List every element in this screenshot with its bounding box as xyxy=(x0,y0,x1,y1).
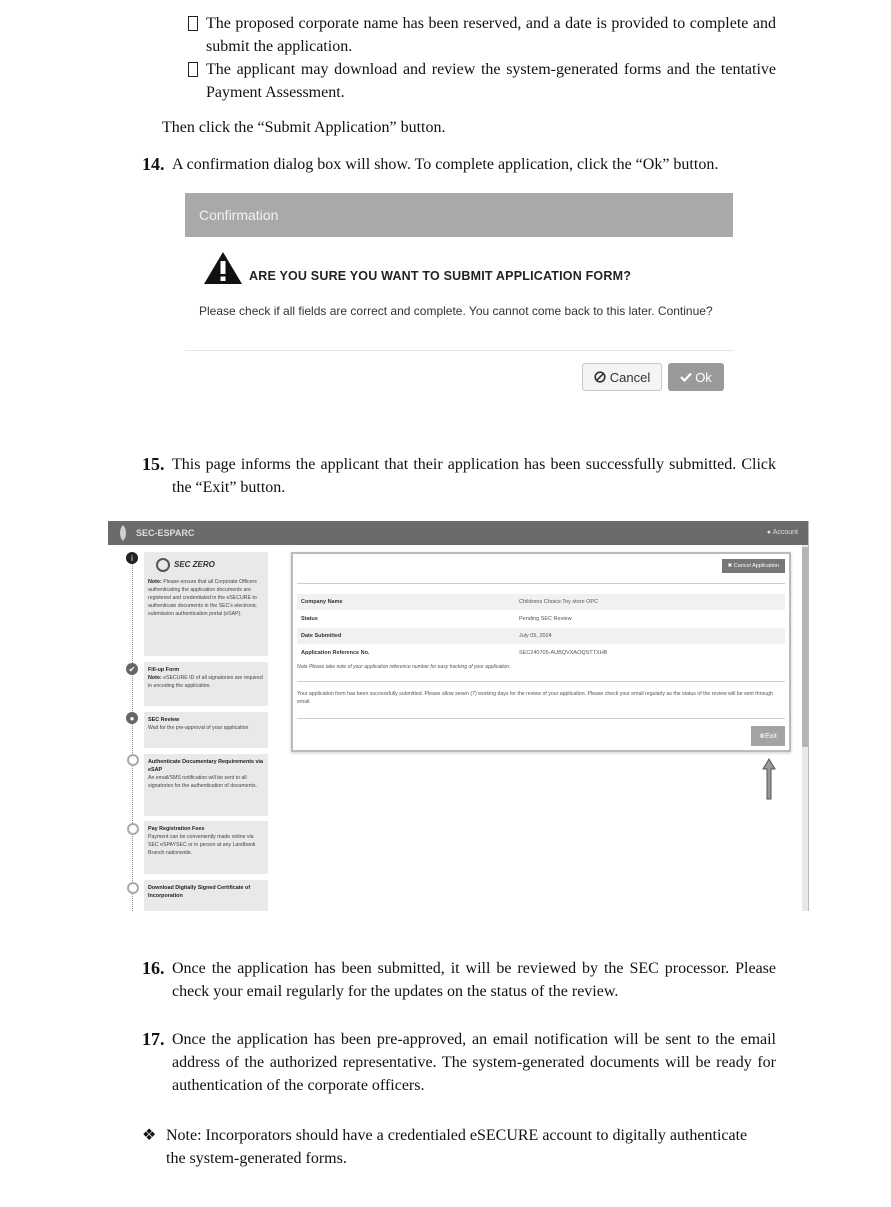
step-card-fill-up-form xyxy=(144,662,268,706)
scrollbar[interactable] xyxy=(802,545,808,911)
progress-circle-icon: ● xyxy=(126,712,138,724)
step-16 xyxy=(142,957,776,1003)
detail-value: Childrens Choice Toy store OPC xyxy=(519,599,599,605)
note-text: Please ensure that all Corporate Officers authenticating the application documents are registered and credentialed in the eSECURE to authenticate documents in the SEC's electronic submission authentication portal (eSAP). xyxy=(148,579,257,617)
dialog-divider xyxy=(185,350,733,351)
incorporator-note xyxy=(142,1124,782,1170)
step-number: 15. xyxy=(142,454,165,474)
cancel-application-label: Cancel Application xyxy=(733,563,779,569)
bullet-item xyxy=(188,12,776,58)
exit-button[interactable]: ⊗ Exit xyxy=(751,726,785,746)
sec-esparc-screenshot xyxy=(108,521,809,911)
step-text: Once the application has been submitted, it will be reviewed by the SEC processor. Please check your email regularly for the updates on the status of the review. xyxy=(172,960,776,1000)
then-click-text: Then click the “Submit Application” button. xyxy=(162,119,446,136)
step-card-text: eSECURE ID of all signatories are required in encoding the application. xyxy=(148,675,263,689)
intro-card xyxy=(144,552,268,656)
step-card-text: Payment can be conveniently made online via SEC eSPAYSEC or in person at any Landbank Branch nationwide. xyxy=(148,834,256,856)
step-text: A confirmation dialog box will show. To complete application, click the “Ok” button. xyxy=(172,156,719,173)
sec-logo-icon xyxy=(116,524,130,542)
note-label: Note: xyxy=(148,675,162,681)
pending-circle-icon xyxy=(127,823,139,835)
step-17 xyxy=(142,1028,776,1097)
account-label: Account xyxy=(772,529,798,536)
bullet-box-icon xyxy=(188,16,198,31)
up-arrow-icon xyxy=(762,758,776,800)
detail-value: SEC240705-AUBQVXAOQSTTXHB xyxy=(519,650,608,656)
detail-row xyxy=(297,645,785,661)
bullet-text: The applicant may download and review the system-generated forms and the tentative Payment Assessment. xyxy=(206,61,776,101)
sec-zero-logo-icon xyxy=(156,558,170,572)
step-card-authenticate xyxy=(144,754,268,816)
warning-icon xyxy=(203,251,243,285)
logo-text: SEC ZERO xyxy=(174,560,215,569)
cancel-application-button[interactable]: ✖ Cancel Application xyxy=(722,559,785,573)
detail-value: July 05, 2024 xyxy=(519,633,552,639)
exit-label: Exit xyxy=(765,732,777,740)
step-card-title: Authenticate Documentary Requirements via eSAP xyxy=(148,759,264,773)
detail-label: Company Name xyxy=(301,599,343,605)
confirmation-dialog xyxy=(185,193,733,405)
step-number: 17. xyxy=(142,1029,165,1049)
step-card-title: Pay Registration Fees xyxy=(148,826,205,832)
step-card-title: SEC Review xyxy=(148,717,180,723)
dialog-message: Please check if all fields are correct and complete. You cannot come back to this later. Continue? xyxy=(199,304,713,318)
info-icon: i xyxy=(126,552,138,564)
account-menu[interactable]: ● Account xyxy=(766,529,798,536)
detail-label: Date Submitted xyxy=(301,633,342,639)
detail-row xyxy=(297,611,785,627)
step-card-text: Wait for the pre-approval of your application xyxy=(148,725,249,731)
note-label: Note: xyxy=(148,579,162,585)
divider xyxy=(297,681,785,682)
scroll-thumb[interactable] xyxy=(802,547,808,747)
ok-button[interactable] xyxy=(668,363,724,391)
submission-panel xyxy=(291,552,791,752)
step-number: 14. xyxy=(142,154,165,174)
detail-label: Application Reference No. xyxy=(301,650,370,656)
cancel-button[interactable] xyxy=(582,363,662,391)
ok-label: Ok xyxy=(695,369,712,385)
reference-note: Note Please take note of your application reference number for easy tracking of your application. xyxy=(297,664,511,670)
divider xyxy=(297,583,785,584)
diamond-bullet-icon: ❖ xyxy=(142,1127,157,1144)
app-topbar xyxy=(108,521,808,545)
check-icon xyxy=(680,372,692,382)
step-card-sec-review xyxy=(144,712,268,748)
step-card-title: Download Digitally Signed Certificate of Incorporation xyxy=(148,885,251,899)
app-title: SEC-ESPARC xyxy=(136,528,195,538)
step-number: 16. xyxy=(142,958,165,978)
bullet-item xyxy=(188,58,776,104)
step-card-download-certificate xyxy=(144,880,268,911)
dialog-title: Confirmation xyxy=(185,193,733,237)
timeline-line xyxy=(132,553,134,911)
bullet-box-icon xyxy=(188,62,198,77)
bullet-text: The proposed corporate name has been reserved, and a date is provided to complete and submit the application. xyxy=(206,15,776,55)
detail-label: Status xyxy=(301,616,318,622)
step-14 xyxy=(142,153,776,176)
step-card-text: An email/SMS notification will be sent to all signatories for the authentication of documents. xyxy=(148,775,258,789)
divider xyxy=(297,718,785,719)
pending-circle-icon xyxy=(127,882,139,894)
ban-icon xyxy=(594,371,606,383)
step-card-title: Fill-up Form xyxy=(148,667,180,673)
step-card-pay-fees xyxy=(144,821,268,874)
pending-circle-icon xyxy=(127,754,139,766)
dialog-question: ARE YOU SURE YOU WANT TO SUBMIT APPLICATION FORM? xyxy=(249,269,632,283)
detail-row xyxy=(297,628,785,644)
step-text: Once the application has been pre-approved, an email notification will be sent to the email address of the authorized representative. The system-generated documents will be ready for authentication of the corporate officers. xyxy=(172,1031,776,1094)
check-circle-icon: ✔ xyxy=(126,663,138,675)
cancel-label: Cancel xyxy=(609,369,651,385)
success-message: Your application form has been successfully submitted. Please allow seven (7) working days for the review of your application. Please check your email regularly as the status of the review will be sent through email. xyxy=(297,691,773,705)
step-15 xyxy=(142,453,776,499)
sec-zero-logo xyxy=(156,558,264,572)
detail-value: Pending SEC Review xyxy=(519,616,572,622)
incorporator-note-text: Note: Incorporators should have a credentialed eSECURE account to digitally authenticate the system-generated forms. xyxy=(166,1127,748,1167)
step-text: This page informs the applicant that their application has been successfully submitted. Click the “Exit” button. xyxy=(172,456,776,496)
detail-row xyxy=(297,594,785,610)
